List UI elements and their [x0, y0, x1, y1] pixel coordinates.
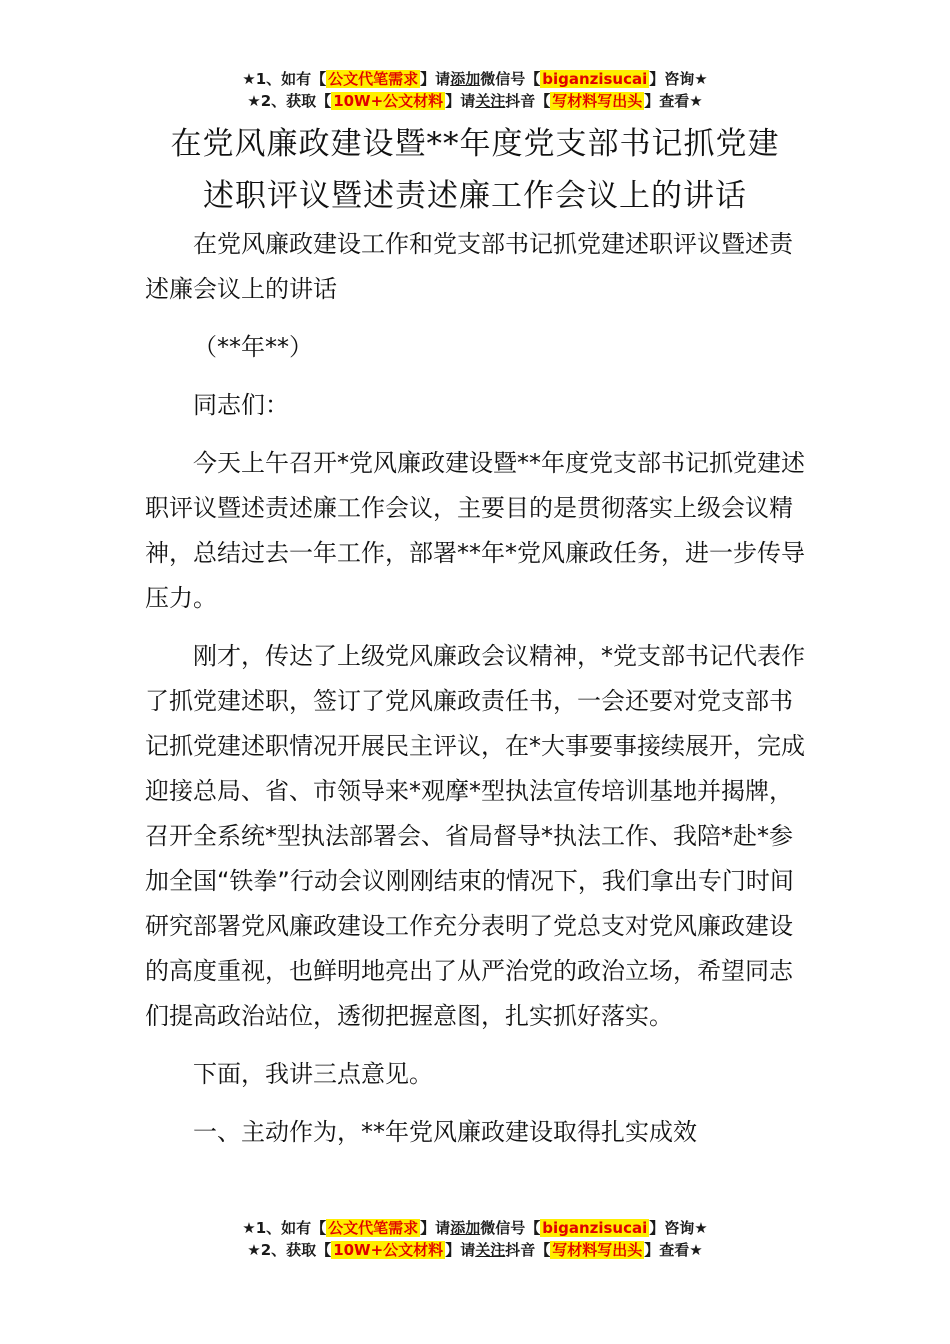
banner-text: 抖音【 [505, 92, 551, 110]
top-banner [0, 68, 950, 112]
banner-highlight: 公文代笔需求 [328, 70, 419, 88]
paragraph-1: 今天上午召开*党风廉政建设暨**年度党支部书记抓党建述职评议暨述责述廉工作会议，主要目的是贯彻落实上级会议精神，总结过去一年工作，部署**年*党风廉政任务，进一步传导压力。 [145, 449, 805, 612]
banner-text: 】咨询★ [649, 1219, 708, 1237]
banner-text: ★2、获取【 [247, 92, 332, 110]
banner-text: 】查看★ [644, 92, 703, 110]
bottom-banner [0, 1217, 950, 1261]
banner-text: ★1、如有【 [242, 1219, 327, 1237]
banner-emphasis: 关注 [475, 1241, 506, 1259]
banner-line-1 [0, 68, 950, 90]
banner-line-1 [0, 1217, 950, 1239]
banner-text: 】请 [420, 70, 451, 88]
banner-highlight: biganzisucai [542, 1219, 648, 1237]
banner-line-2 [0, 1239, 950, 1261]
banner-line-2 [0, 90, 950, 112]
banner-emphasis: 关注 [475, 92, 506, 110]
banner-text: 】请 [445, 1241, 476, 1259]
banner-highlight: 10W+公文材料 [333, 1241, 444, 1259]
paragraph-2: 刚才，传达了上级党风廉政会议精神，*党支部书记代表作了抓党建述职，签订了党风廉政责任书，一会还要对党支部书记抓党建述职情况开展民主评议，在*大事要事接续展开，完成迎接总局、省、市领导来*观摩*型执法宣传培训基地并揭牌，召开全系统*型执法部署会、省局督导*执法工作、我陪*赴*参加全国“铁拳”行动会议刚刚结束的情况下，我们拿出专门时间研究部署党风廉政建设工作充分表明了党总支对党风廉政建设的高度重视，也鲜明地亮出了从严治党的政治立场，希望同志们提高政治站位，透彻把握意图，扎实抓好落实。 [145, 642, 805, 1030]
document-title [0, 118, 950, 222]
paragraph-3: 下面，我讲三点意见。 [193, 1060, 433, 1088]
greeting: 同志们： [193, 391, 289, 419]
title-line-1: 在党风廉政建设暨**年度党支部书记抓党建 [170, 126, 780, 162]
title-line-2: 述职评议暨述责述廉工作会议上的讲话 [203, 178, 747, 214]
speech-subtitle: 在党风廉政建设工作和党支部书记抓党建述职评议暨述责述廉会议上的讲话 [145, 230, 793, 303]
banner-highlight: biganzisucai [542, 70, 648, 88]
banner-highlight: 公文代笔需求 [328, 1219, 419, 1237]
banner-text: 】请 [420, 1219, 451, 1237]
speech-date: （**年**） [193, 333, 313, 361]
banner-text: 】咨询★ [649, 70, 708, 88]
banner-emphasis: 添加 [450, 1219, 481, 1237]
banner-highlight: 写材料写出头 [552, 1241, 643, 1259]
banner-highlight: 10W+公文材料 [333, 92, 444, 110]
banner-text: ★1、如有【 [242, 70, 327, 88]
banner-text: 微信号【 [480, 70, 541, 88]
banner-highlight: 写材料写出头 [552, 92, 643, 110]
banner-text: 】请 [445, 92, 476, 110]
banner-text: 微信号【 [480, 1219, 541, 1237]
banner-text: 抖音【 [505, 1241, 551, 1259]
banner-emphasis: 添加 [450, 70, 481, 88]
document-body [145, 222, 815, 1168]
section-heading-1: 一、主动作为，**年党风廉政建设取得扎实成效 [193, 1118, 697, 1146]
banner-text: 】查看★ [644, 1241, 703, 1259]
banner-text: ★2、获取【 [247, 1241, 332, 1259]
